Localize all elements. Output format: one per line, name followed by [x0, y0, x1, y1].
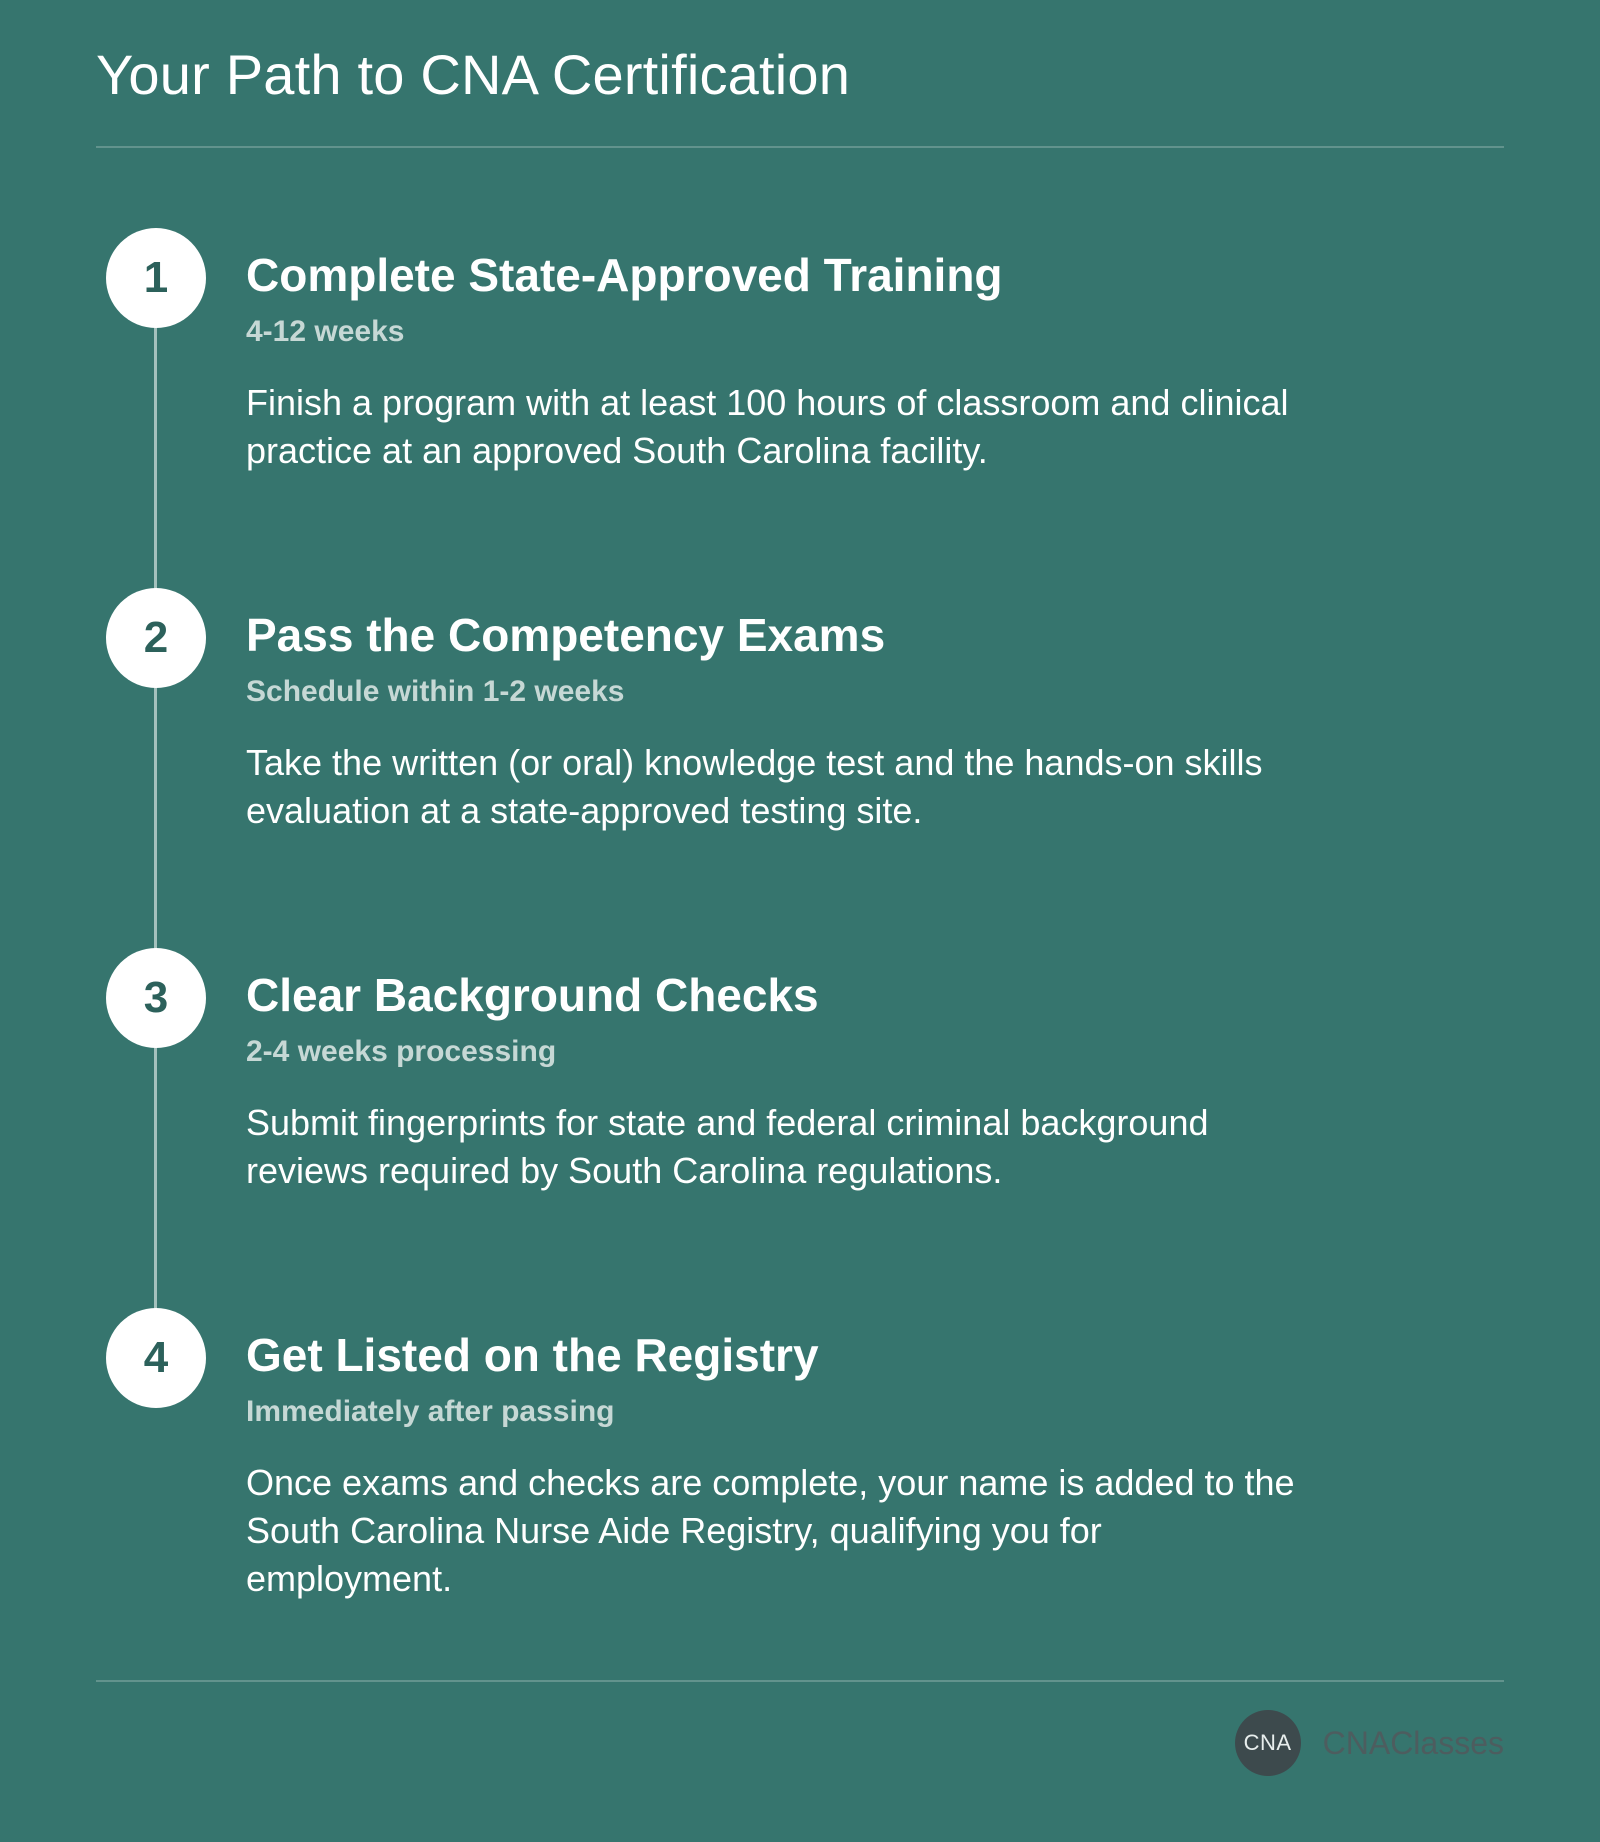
- step-description: Take the written (or oral) knowledge test and the hands-on skills evaluation at a state-approved testing site.: [246, 742, 1263, 832]
- page-title: Your Path to CNA Certification: [96, 43, 851, 106]
- step-title: Get Listed on the Registry: [246, 1329, 819, 1381]
- header-divider: [96, 146, 1504, 148]
- step-number-badge: 4: [106, 1308, 206, 1408]
- brand-logo: CNA: [1235, 1710, 1301, 1776]
- step-duration: Schedule within 1-2 weeks: [246, 675, 625, 709]
- step-duration: 2-4 weeks processing: [246, 1035, 557, 1069]
- step-title: Clear Background Checks: [246, 969, 819, 1021]
- step-number-badge: 3: [106, 948, 206, 1048]
- step-title: Pass the Competency Exams: [246, 609, 886, 661]
- step-description: Finish a program with at least 100 hours of classroom and clinical practice at an approved South Carolina facility.: [246, 382, 1289, 472]
- timeline-line: [154, 278, 157, 1358]
- step-title: Complete State-Approved Training: [246, 249, 1003, 301]
- step-content: [246, 608, 1346, 835]
- step-duration: Immediately after passing: [246, 1395, 615, 1429]
- step-description: Once exams and checks are complete, your name is added to the South Carolina Nurse Aide Registry, qualifying you for employment.: [246, 1462, 1295, 1599]
- step-content: [246, 968, 1346, 1195]
- footer-divider: [96, 1680, 1504, 1682]
- step-content: [246, 1328, 1346, 1603]
- brand-name: CNAClasses: [1322, 1724, 1504, 1761]
- step-duration: 4-12 weeks: [246, 315, 405, 349]
- step-number-badge: 1: [106, 228, 206, 328]
- step-content: [246, 248, 1346, 475]
- step-description: Submit fingerprints for state and federal criminal background reviews required by South Carolina regulations.: [246, 1102, 1209, 1192]
- brand: [1235, 1710, 1504, 1776]
- step-number-badge: 2: [106, 588, 206, 688]
